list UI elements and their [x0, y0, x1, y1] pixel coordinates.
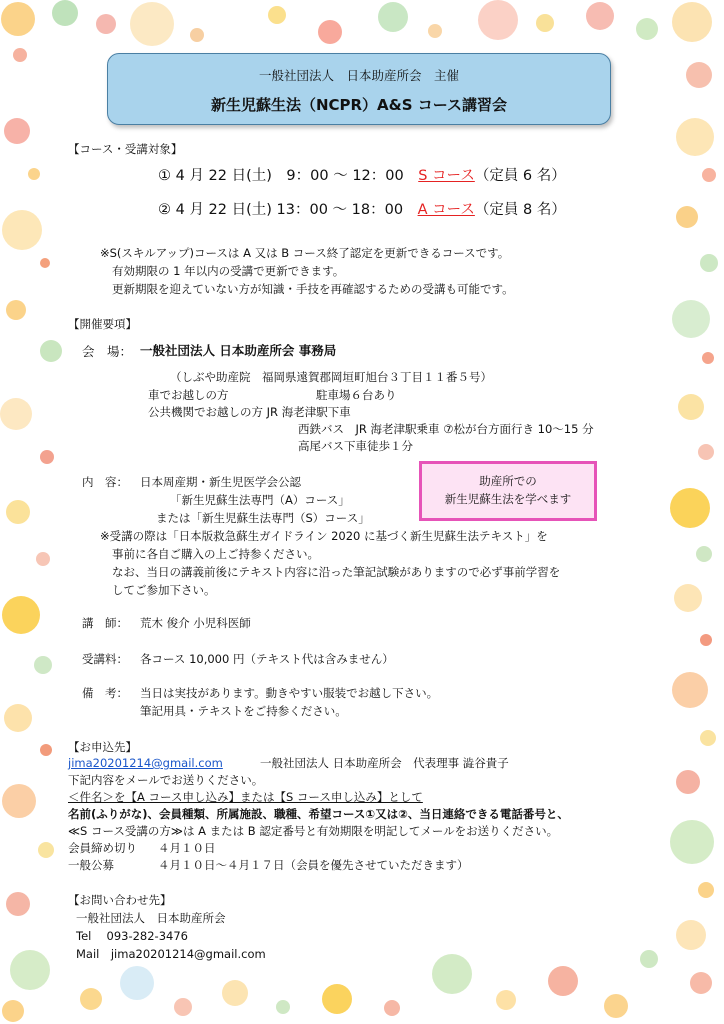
course-2-capacity: （定員 8 名）: [474, 202, 566, 218]
transit-label: 公共機関でお越しの方 JR 海老津駅下車: [148, 405, 351, 419]
application-s-course-note: ≪S コース受講の方≫は A または B 認定番号と有効期限を明記してメールをお送りください。: [68, 824, 559, 838]
deadline-label: 会員締め切り: [68, 841, 137, 855]
car-label: 車でお越しの方: [148, 388, 229, 402]
s-course-note-1: ※S(スキルアップ)コースは A 又は B コース終了認定を更新できるコースです。: [100, 246, 510, 260]
highlight-line-1: 助産所での: [479, 474, 537, 488]
overview-heading: 【開催要項】: [68, 317, 137, 331]
content-note-2: 事前に各自ご購入の上ご持参ください。: [112, 547, 319, 561]
remarks-2: 筆記用具・テキストをご持参ください。: [140, 704, 347, 718]
content-label: 内 容：: [82, 475, 128, 489]
lecturer: 荒木 俊介 小児科医師: [140, 616, 251, 630]
public-label: 一般公募: [68, 858, 114, 872]
course-1-type: S コース: [418, 168, 475, 184]
deadline: ４月１０日: [158, 841, 216, 855]
venue-address: （しぶや助産院 福岡県遠賀郡岡垣町旭台３丁目１１番５号）: [170, 370, 492, 384]
course-1: [158, 167, 566, 185]
course-2-type: A コース: [417, 202, 475, 218]
bus-route-1: 西鉄バス JR 海老津駅乗車 ⑦松が台方面行き 10～15 分: [298, 422, 594, 436]
venue-label: 会 場：: [82, 344, 133, 359]
event-title: 新生児蘇生法（NCPR）A&S コース講習会: [210, 96, 508, 114]
s-course-note-3: 更新期限を迎えていない方が知識・手技を再確認するための受講も可能です。: [112, 282, 514, 296]
contact-tel: Tel 093-282-3476: [76, 929, 188, 943]
contact-org: 一般社団法人 日本助産所会: [76, 911, 226, 925]
course-2: [158, 201, 566, 219]
content-line-1: 日本周産期・新生児医学会公認: [140, 475, 301, 489]
car-info: 駐車場６台あり: [316, 388, 397, 402]
course-1-capacity: （定員 6 名）: [474, 168, 566, 184]
highlight-box: [419, 461, 597, 521]
fee: 各コース 10,000 円（テキスト代は含みません）: [140, 652, 394, 666]
organizer-line: 一般社団法人 日本助産所会 主催: [258, 68, 459, 83]
remarks-label: 備 考：: [82, 686, 128, 700]
lecturer-label: 講 師：: [82, 616, 128, 630]
fee-label: 受講料：: [82, 652, 128, 666]
content-note-1: ※受講の際は「日本版救急蘇生ガイドライン 2020 に基づく新生児蘇生法テキスト」を: [100, 529, 548, 543]
application-org: 一般社団法人 日本助産所会 代表理事 澁谷貴子: [260, 756, 509, 770]
content-note-3: なお、当日の講義前後にテキスト内容に沿った筆記試験がありますので必ず事前学習を: [112, 565, 561, 579]
header-banner: [107, 53, 611, 125]
content-line-3: または「新生児蘇生法専門（S）コース」: [156, 511, 370, 525]
contact-heading: 【お問い合わせ先】: [68, 893, 172, 907]
application-required-fields: 名前(ふりがな)、会員種類、所属施設、職種、希望コース①又は②、当日連絡できる電話番号と、: [68, 807, 569, 821]
course-heading: 【コース・受講対象】: [68, 142, 183, 156]
application-line-1: 下記内容をメールでお送りください。: [68, 773, 264, 787]
venue-name: 一般社団法人 日本助産所会 事務局: [140, 343, 337, 358]
course-2-date: ② 4 月 22 日(土) 13：00 ～ 18：00: [158, 202, 418, 218]
remarks-1: 当日は実技があります。動きやすい服装でお越し下さい。: [140, 686, 439, 700]
content-line-2: 「新生児蘇生法専門（A）コース」: [170, 493, 350, 507]
contact-mail: Mail jima20201214@gmail.com: [76, 947, 266, 961]
highlight-line-2: 新生児蘇生法を学べます: [444, 492, 572, 506]
s-course-note-2: 有効期限の 1 年以内の受講で更新できます。: [112, 264, 345, 278]
application-heading: 【お申込先】: [68, 740, 137, 754]
course-1-date: ① 4 月 22 日(土) 9：00 ～ 12：00: [158, 168, 419, 184]
content-note-4: してご参加下さい。: [112, 583, 216, 597]
application-email-link[interactable]: jima20201214@gmail.com: [68, 756, 223, 770]
bus-route-2: 高尾バス下車徒歩１分: [298, 439, 413, 453]
application-subject: ＜件名＞を【A コース申し込み】または【S コース申し込み】として: [68, 790, 423, 804]
public-period: ４月１０日～４月１７日（会員を優先させていただきます）: [158, 858, 469, 872]
